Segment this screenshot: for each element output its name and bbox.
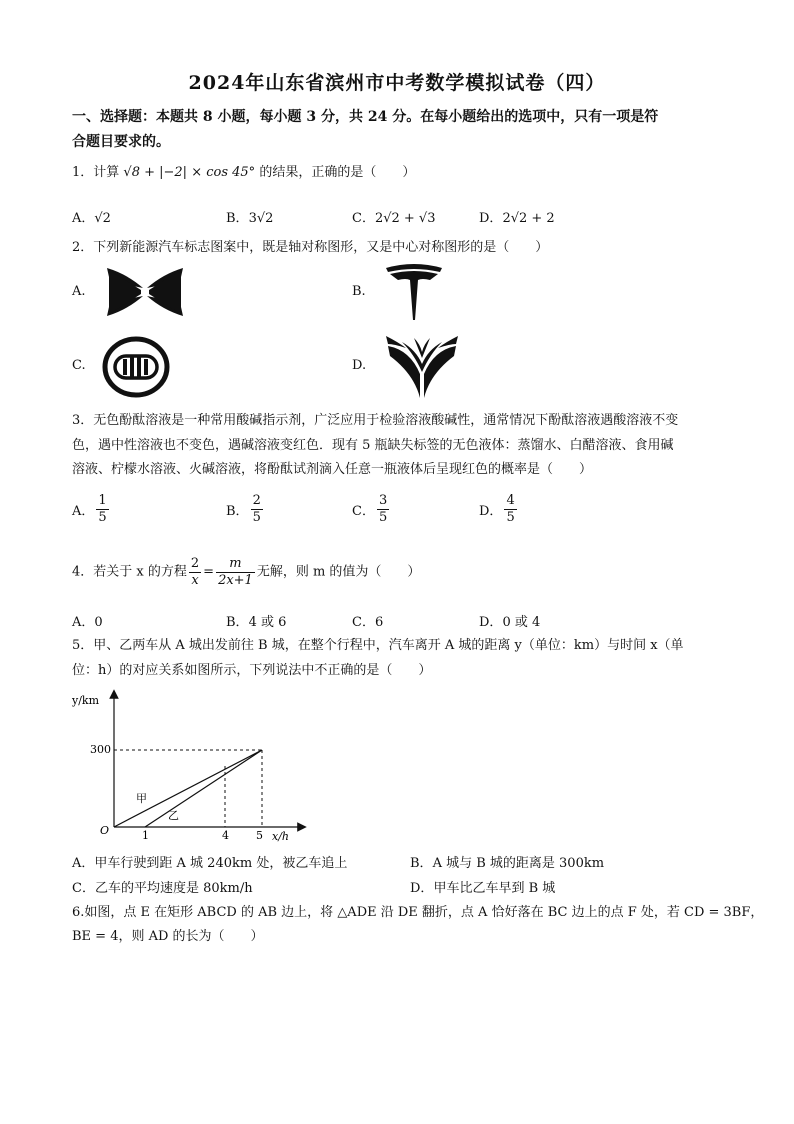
y-tick-300: 300	[90, 743, 111, 756]
q5-option-a[interactable]: A．甲车行驶到距 A 城 240km 处，被乙车追上	[72, 856, 348, 871]
question-3-line2: 色，遇中性溶液也不变色，遇碱溶液变红色．现有 5 瓶缺失标签的无色液体：蒸馏水、白醋溶液、食用碱	[72, 438, 674, 453]
page-title: 2024年山东省滨州市中考数学模拟试卷（四）	[188, 72, 606, 94]
series-yi-label: 乙	[168, 809, 179, 822]
q1-option-d[interactable]: D．2√2 + 2	[479, 211, 555, 226]
question-5-line2: 位：h）的对应关系如图所示，下列说法中不正确的是（ ）	[72, 663, 432, 678]
question-6-line2: BE = 4，则 AD 的长为（ ）	[72, 929, 264, 944]
q4-option-d[interactable]: D．0 或 4	[479, 615, 541, 630]
question-4-stem: 4．若关于 x 的方程 $\frac{2}{x}$ = $\frac{m}{2x+1}$ 无解，则 m 的值为（ ）	[72, 556, 421, 588]
t-logo-icon	[384, 262, 444, 322]
q5-option-b[interactable]: B．A 城与 B 城的距离是 300km	[410, 856, 605, 871]
q1-suffix: 的结果，正确的是（ ）	[259, 165, 416, 180]
q4-option-a[interactable]: A．0	[72, 615, 103, 630]
series-yi-line	[145, 750, 262, 827]
question-5-line1: 5．甲、乙两车从 A 城出发前往 B 城，在整个行程中，汽车离开 A 城的距离 y（单位：km）与时间 x（单	[72, 638, 684, 653]
q2-option-d-label[interactable]: D.	[352, 358, 367, 373]
series-jia-line	[114, 750, 262, 827]
q1-prefix: 1．计算	[72, 165, 120, 180]
section-heading-line2: 合题目要求的。	[72, 134, 170, 150]
q1-option-c[interactable]: C．2√2 + √3	[352, 211, 436, 226]
series-jia-label: 甲	[136, 792, 147, 805]
q4-option-c[interactable]: C．6	[352, 615, 384, 630]
origin-label: O	[100, 824, 110, 837]
circle-bars-logo-icon	[101, 336, 171, 398]
question-3-line3: 溶液、柠檬水溶液、火碱溶液，将酚酞试剂滴入任意一瓶液体后呈现红色的概率是（ ）	[72, 462, 593, 477]
x-tick-5: 5	[256, 829, 263, 842]
x-wing-logo-icon	[105, 264, 185, 320]
q5-option-d[interactable]: D．甲车比乙车早到 B 城	[410, 881, 556, 896]
question-1-stem	[72, 162, 415, 184]
question-2-stem: 2．下列新能源汽车标志图案中，既是轴对称图形，又是中心对称图形的是（ ）	[72, 240, 549, 255]
q2-option-c-label[interactable]: C.	[72, 358, 86, 373]
q5-option-c[interactable]: C．乙车的平均速度是 80km/h	[72, 881, 253, 896]
question-6-line1: 6.如图，点 E 在矩形 ABCD 的 AB 边上，将 △ADE 沿 DE 翻折，点 A 恰好落在 BC 边上的点 F 处，若 CD = 3BF，	[72, 905, 764, 920]
y-axis-label: y/km	[72, 694, 100, 707]
question-3-line1: 3．无色酚酞溶液是一种常用酸碱指示剂，广泛应用于检验溶液酸碱性，通常情况下酚酞溶液遇酸溶液不变	[72, 413, 679, 428]
q3-option-a[interactable]: A． $\frac{1}{5}$	[72, 493, 107, 525]
q3-option-d[interactable]: D． $\frac{4}{5}$	[479, 493, 515, 525]
x-tick-1: 1	[142, 829, 149, 842]
q4-option-b[interactable]: B．4 或 6	[226, 615, 287, 630]
x-tick-4: 4	[222, 829, 229, 842]
x-axis-label: x/h	[272, 830, 289, 843]
q2-option-b-label[interactable]: B.	[352, 284, 366, 299]
q3-option-b[interactable]: B． $\frac{2}{5}$	[226, 493, 261, 525]
distance-time-graph	[70, 688, 310, 844]
q2-option-a-label[interactable]: A.	[72, 284, 86, 299]
q1-expression: √8 + |−2| × cos 45°	[123, 165, 256, 180]
q1-option-a[interactable]: A．√2	[72, 211, 111, 226]
section-heading-line1: 一、选择题：本题共 8 小题，每小题 3 分，共 24 分。在每小题给出的选项中，只有一项是符	[72, 109, 659, 125]
q3-option-c[interactable]: C． $\frac{3}{5}$	[352, 493, 388, 525]
wing-v-logo-icon	[384, 334, 460, 400]
q1-option-b[interactable]: B．3√2	[226, 211, 274, 226]
